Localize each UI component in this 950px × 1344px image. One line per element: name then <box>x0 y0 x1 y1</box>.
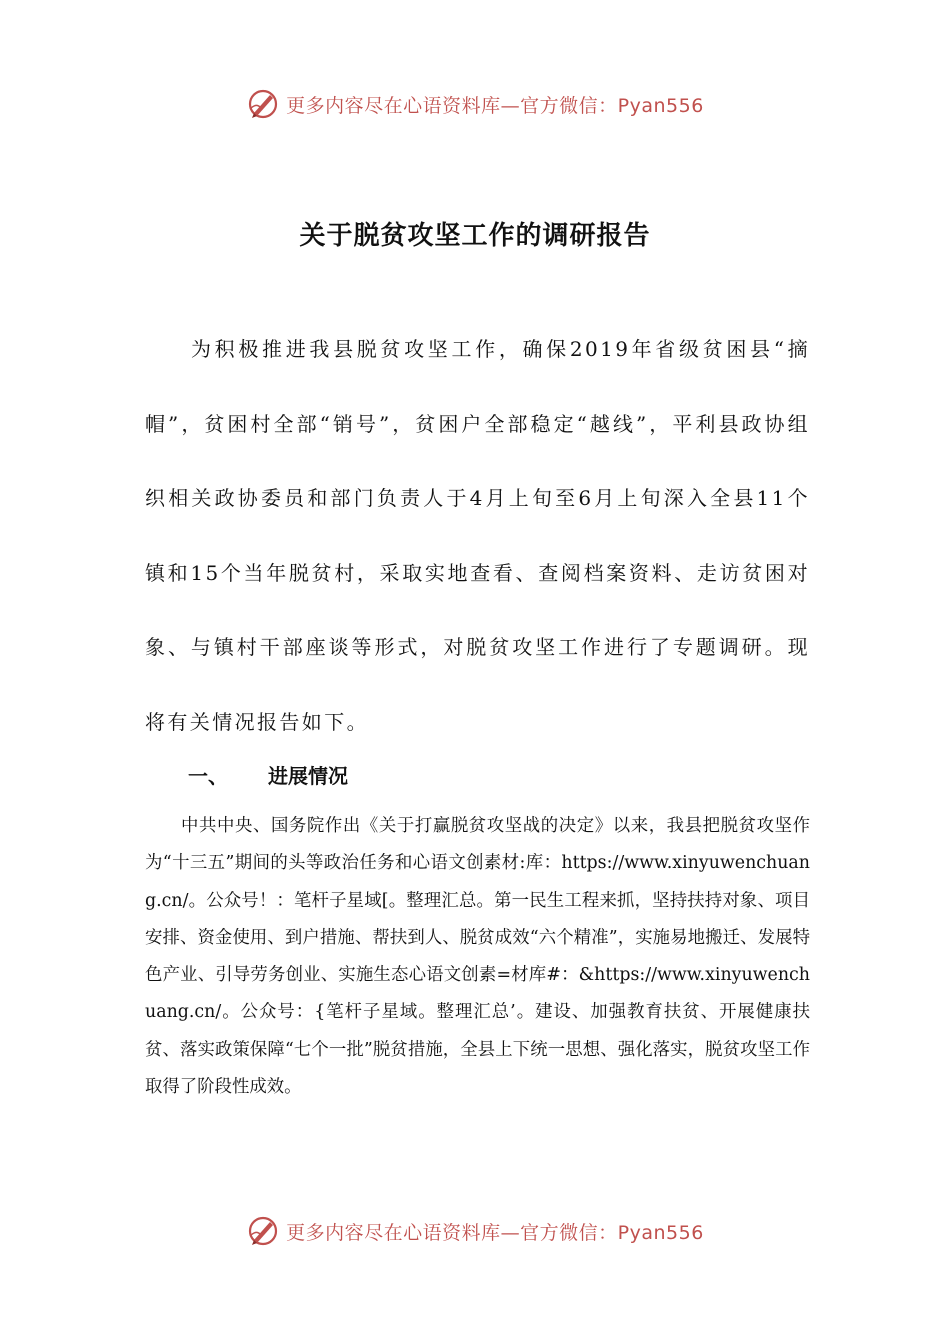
section-heading <box>188 760 348 789</box>
footer-wechat-id: Pyan556 <box>617 1221 704 1244</box>
section-title: 进展情况 <box>268 764 348 788</box>
header-wechat-id: Pyan556 <box>617 94 704 117</box>
header-watermark-text: 更多内容尽在心语资料库—官方微信：Pyan556 <box>286 94 704 117</box>
pen-logo-icon <box>246 87 280 121</box>
header-watermark-banner <box>0 84 950 124</box>
footer-watermark-banner <box>0 1211 950 1251</box>
intro-paragraph: 为积极推进我县脱贫攻坚工作，确保2019年省级贫困县“摘帽”，贫困村全部“销号”，贫困户全部稳定“越线”，平利县政协组织相关政协委员和部门负责人于4月上旬至6月上旬深入全县11个镇和15个当年脱贫村，采取实地查看、查阅档案资料、走访贫困对象、与镇村干部座谈等形式，对脱贫攻坚工作进行了专题调研。现将有关情况报告如下。 <box>145 337 810 734</box>
footer-watermark-text: 更多内容尽在心语资料库—官方微信：Pyan556 <box>286 1221 704 1244</box>
pen-logo-icon <box>246 1214 280 1248</box>
section-body-paragraph: 中共中央、国务院作出《关于打赢脱贫攻坚战的决定》以来，我县把脱贫攻坚作为“十三五”期间的头等政治任务和心语文创素材:库：https://www.xinyuwenchuang.cn/。公众号！：笔杆子星域[。整理汇总。第一民生工程来抓，坚持扶持对象、项目安排、资金使用、到户措施、帮扶到人、脱贫成效“六个精准”，实施易地搬迁、发展特色产业、引导劳务创业、实施生态心语文创素=材库#：&https://www.xinyuwenchuang.cn/。公众号：{笔杆子星域。整理汇总’。建设、加强教育扶贫、开展健康扶贫、落实政策保障“七个一批”脱贫措施，全县上下统一思想、强化落实，脱贫攻坚工作取得了阶段性成效。 <box>145 816 810 1098</box>
document-title: 关于脱贫攻坚工作的调研报告 <box>299 221 651 251</box>
section-number: 一、 <box>188 764 228 788</box>
